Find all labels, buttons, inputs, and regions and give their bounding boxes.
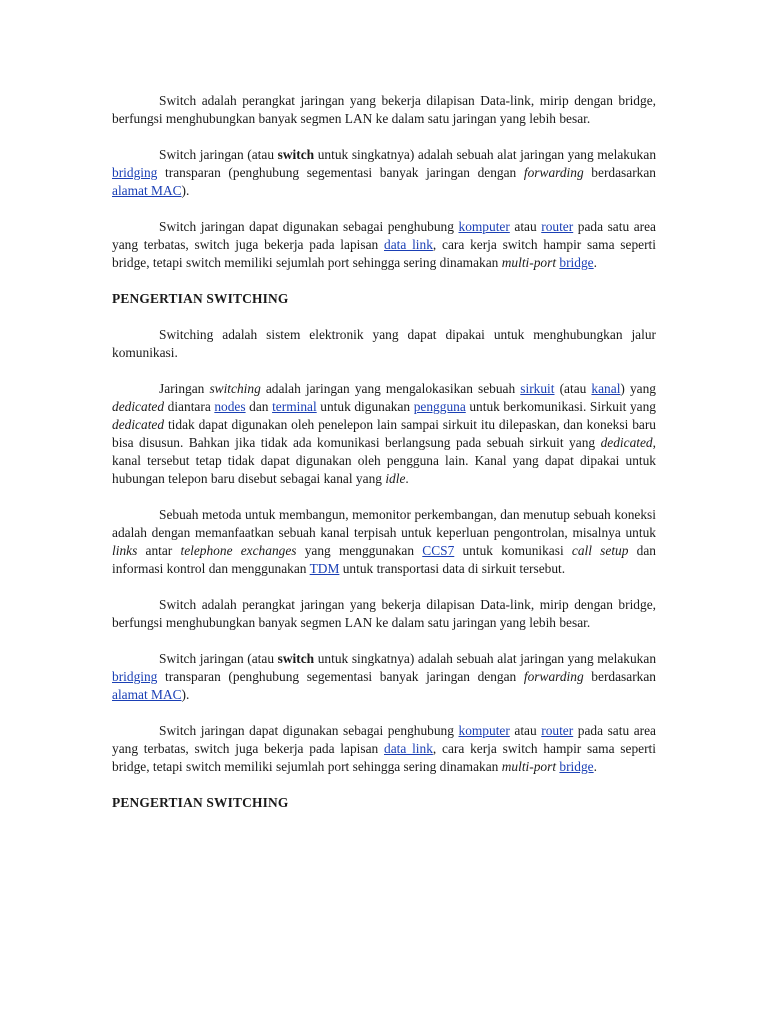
- paragraph-switching-network: [112, 380, 656, 488]
- text: Jaringan: [159, 381, 210, 396]
- link-alamat-mac[interactable]: alamat MAC: [112, 687, 182, 702]
- text: ).: [181, 183, 190, 198]
- text: Sebuah metoda untuk membangun, memonitor perkembangan, dan menutup sebuah koneksi adalah dengan memanfaatkan sebuah kanal terpisah untuk keperluan pengontrolan, misalnya untuk: [112, 507, 656, 540]
- text: atau: [509, 219, 542, 234]
- link-kanal[interactable]: kanal: [591, 381, 621, 396]
- paragraph-switch-network-repeat: [112, 650, 656, 704]
- paragraph-switch-usage: [112, 218, 656, 272]
- italic-text: forwarding: [523, 669, 584, 684]
- text: , kanal tersebut tetap tidak dapat digunakan oleh pengguna lain. Kanal yang dapat dipakai untuk hubungan telepon baru disebut sebagai kanal yang: [112, 435, 656, 486]
- paragraph-switch-usage-repeat: [112, 722, 656, 776]
- text: Switch jaringan dapat digunakan sebagai penghubung: [159, 723, 459, 738]
- text: untuk singkatnya) adalah sebuah alat jaringan yang melakukan: [314, 651, 657, 666]
- link-bridging[interactable]: bridging: [112, 165, 158, 180]
- paragraph-switch-network: [112, 146, 656, 200]
- italic-text: dedicated: [112, 417, 165, 432]
- text: pada satu area yang terbatas, switch juga bekerja pada lapisan: [112, 219, 656, 252]
- text: ) yang: [620, 381, 656, 396]
- text: adalah jaringan yang mengalokasikan sebuah: [260, 381, 521, 396]
- text: untuk singkatnya) adalah sebuah alat jaringan yang melakukan: [314, 147, 657, 162]
- text: (atau: [554, 381, 592, 396]
- link-data-link[interactable]: data link: [384, 741, 433, 756]
- italic-text: forwarding: [523, 165, 584, 180]
- text: yang menggunakan: [296, 543, 423, 558]
- italic-text: multi-port: [501, 255, 557, 270]
- text: berdasarkan: [583, 165, 656, 180]
- text: untuk berkomunikasi. Sirkuit yang: [465, 399, 656, 414]
- text: .: [405, 471, 409, 486]
- text: atau: [509, 723, 542, 738]
- link-bridge[interactable]: bridge: [559, 759, 594, 774]
- text: tidak dapat digunakan oleh penelepon lain sampai sirkuit itu dilepaskan, dan koneksi baru bisa disusun. Bahkan jika tidak ada komunikasi berlangsung pada sebuah sirkuit yang: [112, 417, 656, 450]
- italic-text: call setup: [571, 543, 629, 558]
- paragraph-switch-definition: Switch adalah perangkat jaringan yang bekerja dilapisan Data-link, mirip dengan bridge, berfungsi menghubungkan banyak segmen LAN ke dalam satu jaringan yang lebih besar.: [112, 93, 656, 126]
- text: Switch jaringan (atau: [159, 147, 278, 162]
- italic-text: links: [112, 543, 138, 558]
- text: antar: [137, 543, 181, 558]
- text: dan: [245, 399, 273, 414]
- text: untuk komunikasi: [454, 543, 572, 558]
- link-pengguna[interactable]: pengguna: [413, 399, 466, 414]
- link-router[interactable]: router: [541, 723, 574, 738]
- italic-text: switching: [209, 381, 261, 396]
- text: .: [593, 255, 597, 270]
- text: Switch jaringan (atau: [159, 651, 278, 666]
- link-komputer[interactable]: komputer: [458, 219, 510, 234]
- paragraph-switch-definition-repeat: Switch adalah perangkat jaringan yang bekerja dilapisan Data-link, mirip dengan bridge, berfungsi menghubungkan banyak segmen LAN ke dalam satu jaringan yang lebih besar.: [112, 597, 656, 630]
- text: transparan (penghubung segementasi banyak jaringan dengan: [157, 669, 524, 684]
- bold-text: switch: [277, 651, 315, 666]
- bold-text: switch: [277, 147, 315, 162]
- text: dan informasi kontrol dan menggunakan: [112, 543, 656, 576]
- text: pada satu area yang terbatas, switch juga bekerja pada lapisan: [112, 723, 656, 756]
- link-tdm[interactable]: TDM: [309, 561, 340, 576]
- text: berdasarkan: [583, 669, 656, 684]
- document-page: [112, 92, 656, 830]
- text: Switch jaringan dapat digunakan sebagai penghubung: [159, 219, 459, 234]
- paragraph-switching-method: [112, 506, 656, 578]
- section-heading: PENGERTIAN SWITCHING: [112, 291, 289, 306]
- link-data-link[interactable]: data link: [384, 237, 433, 252]
- italic-text: dedicated: [600, 435, 653, 450]
- link-alamat-mac[interactable]: alamat MAC: [112, 183, 182, 198]
- link-bridge[interactable]: bridge: [559, 255, 594, 270]
- text: untuk transportasi data di sirkuit tersebut.: [339, 561, 566, 576]
- link-sirkuit[interactable]: sirkuit: [520, 381, 555, 396]
- text: , cara kerja switch hampir sama seperti bridge, tetapi switch memiliki sejumlah port sehingga sering dinamakan: [112, 237, 656, 270]
- text: diantara: [164, 399, 215, 414]
- text: ).: [181, 687, 190, 702]
- link-nodes[interactable]: nodes: [214, 399, 246, 414]
- text: , cara kerja switch hampir sama seperti bridge, tetapi switch memiliki sejumlah port sehingga sering dinamakan: [112, 741, 656, 774]
- italic-text: telephone exchanges: [180, 543, 297, 558]
- link-bridging[interactable]: bridging: [112, 669, 158, 684]
- text: untuk digunakan: [316, 399, 414, 414]
- text: .: [593, 759, 597, 774]
- text: transparan (penghubung segementasi banyak jaringan dengan: [157, 165, 524, 180]
- link-ccs7[interactable]: CCS7: [422, 543, 455, 558]
- italic-text: idle: [385, 471, 406, 486]
- link-router[interactable]: router: [541, 219, 574, 234]
- link-komputer[interactable]: komputer: [458, 723, 510, 738]
- link-terminal[interactable]: terminal: [272, 399, 317, 414]
- italic-text: dedicated: [112, 399, 165, 414]
- italic-text: multi-port: [501, 759, 557, 774]
- paragraph-switching-definition: Switching adalah sistem elektronik yang dapat dipakai untuk menghubungkan jalur komunikasi.: [112, 327, 656, 360]
- section-heading-repeat: PENGERTIAN SWITCHING: [112, 795, 289, 810]
